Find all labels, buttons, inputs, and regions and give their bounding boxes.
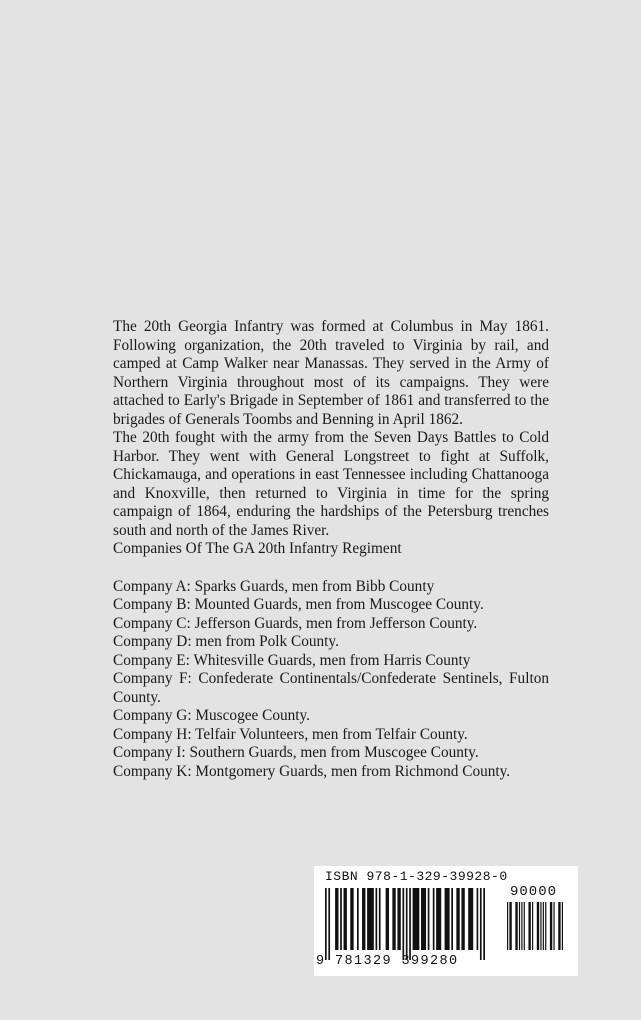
barcode-bar (328, 888, 330, 960)
company-item-h: Company H: Telfair Volunteers, men from Telfair County. (113, 725, 468, 743)
barcode-bar (562, 902, 563, 950)
ean-barcode-bars (325, 888, 485, 960)
barcode-bar (507, 902, 508, 950)
barcode-bar (325, 888, 327, 960)
isbn-label: ISBN 978-1-329-39928-0 (325, 869, 508, 884)
barcode-bar (480, 888, 482, 960)
barcode-bar (413, 888, 420, 950)
barcode-bar (532, 902, 533, 950)
isbn-barcode (314, 866, 578, 976)
company-item-c: Company C: Jefferson Guards, men from Jefferson County. (113, 614, 478, 632)
company-item-b: Company B: Mounted Guards, men from Muscogee County. (113, 596, 484, 613)
barcode-bar (397, 888, 400, 950)
company-item-d: Company D: men from Polk County. (113, 633, 339, 650)
barcode-bar (357, 888, 359, 950)
back-cover-text (113, 318, 549, 781)
barcode-bar (558, 902, 560, 950)
company-item-k: Company K: Montgomery Guards, men from Richmond County. (113, 762, 511, 780)
barcode-bar (528, 902, 530, 950)
barcode-bar (468, 888, 473, 950)
barcode-bar (537, 902, 539, 950)
barcode-bar (543, 902, 544, 950)
barcode-bar (428, 888, 430, 950)
ean-digits: 9 781329 399280 (316, 954, 459, 969)
barcode-bar (350, 888, 353, 950)
barcode-bar (451, 888, 453, 950)
company-item-e: Company E: Whitesville Guards, men from Harris County (113, 651, 471, 669)
barcode-bar (379, 888, 381, 950)
barcode-bar (515, 902, 517, 950)
barcode-bar (519, 902, 520, 950)
barcode-bar (483, 888, 485, 960)
companies-heading: Companies Of The GA 20th Infantry Regiment (113, 540, 402, 557)
barcode-bar (436, 888, 441, 950)
barcode-bar (376, 888, 378, 950)
company-list (113, 578, 549, 782)
barcode-bar (524, 902, 525, 950)
company-item-i: Company I: Southern Guards, men from Muscogee County. (113, 744, 479, 761)
barcode-bar (445, 888, 450, 950)
barcode-bar (402, 888, 404, 960)
barcode-bar (553, 902, 554, 950)
barcode-bar (367, 888, 374, 950)
barcode-bar (340, 888, 342, 950)
barcode-bar (335, 888, 338, 950)
barcode-bar (545, 902, 546, 950)
barcode-bar (406, 888, 408, 960)
barcode-bar (509, 902, 511, 950)
history-paragraph-1: The 20th Georgia Infantry was formed at Columbus in May 1861. Following organization, the 20th traveled to Virginia by rail, and camped at Camp Walker near Manassas. They served in the Army of Northern Virginia throughout most of its campaigns. They were attached to Early's Brigade in September of 1861 and transferred to the brigades of Generals Toombs and Benning in April 1862. (113, 318, 549, 428)
barcode-bar (461, 888, 464, 950)
history-paragraph-2: The 20th fought with the army from the Seven Days Battles to Cold Harbor. They went with General Longstreet to fight at Suffolk, Chickamauga, and operations in east Tennessee including Chattanooga and Knoxville, then returned to Virginia in time for the spring campaign of 1864, enduring the hardships of the Petersburg trenches south and north of the James River. (113, 429, 549, 539)
barcode-bar (550, 902, 552, 950)
barcode-bar (344, 888, 347, 950)
company-item-f: Company F: Confederate Continentals/Confederate Sentinels, Fulton County. (113, 670, 549, 706)
barcode-bar (386, 888, 389, 950)
price-code: 90000 (510, 884, 558, 900)
barcode-bar (456, 888, 459, 950)
company-item-g: Company G: Muscogee County. (113, 707, 310, 724)
barcode-bar (392, 888, 395, 950)
barcode-bar (409, 888, 411, 960)
company-item-a: Company A: Sparks Guards, men from Bibb County (113, 577, 435, 595)
barcode-bar (421, 888, 426, 950)
addon-barcode-bars (507, 902, 563, 960)
barcode-bar (540, 902, 541, 950)
barcode-bar (477, 888, 479, 950)
barcode-bar (521, 902, 522, 950)
barcode-bar (362, 888, 365, 950)
barcode-bar (433, 888, 435, 950)
